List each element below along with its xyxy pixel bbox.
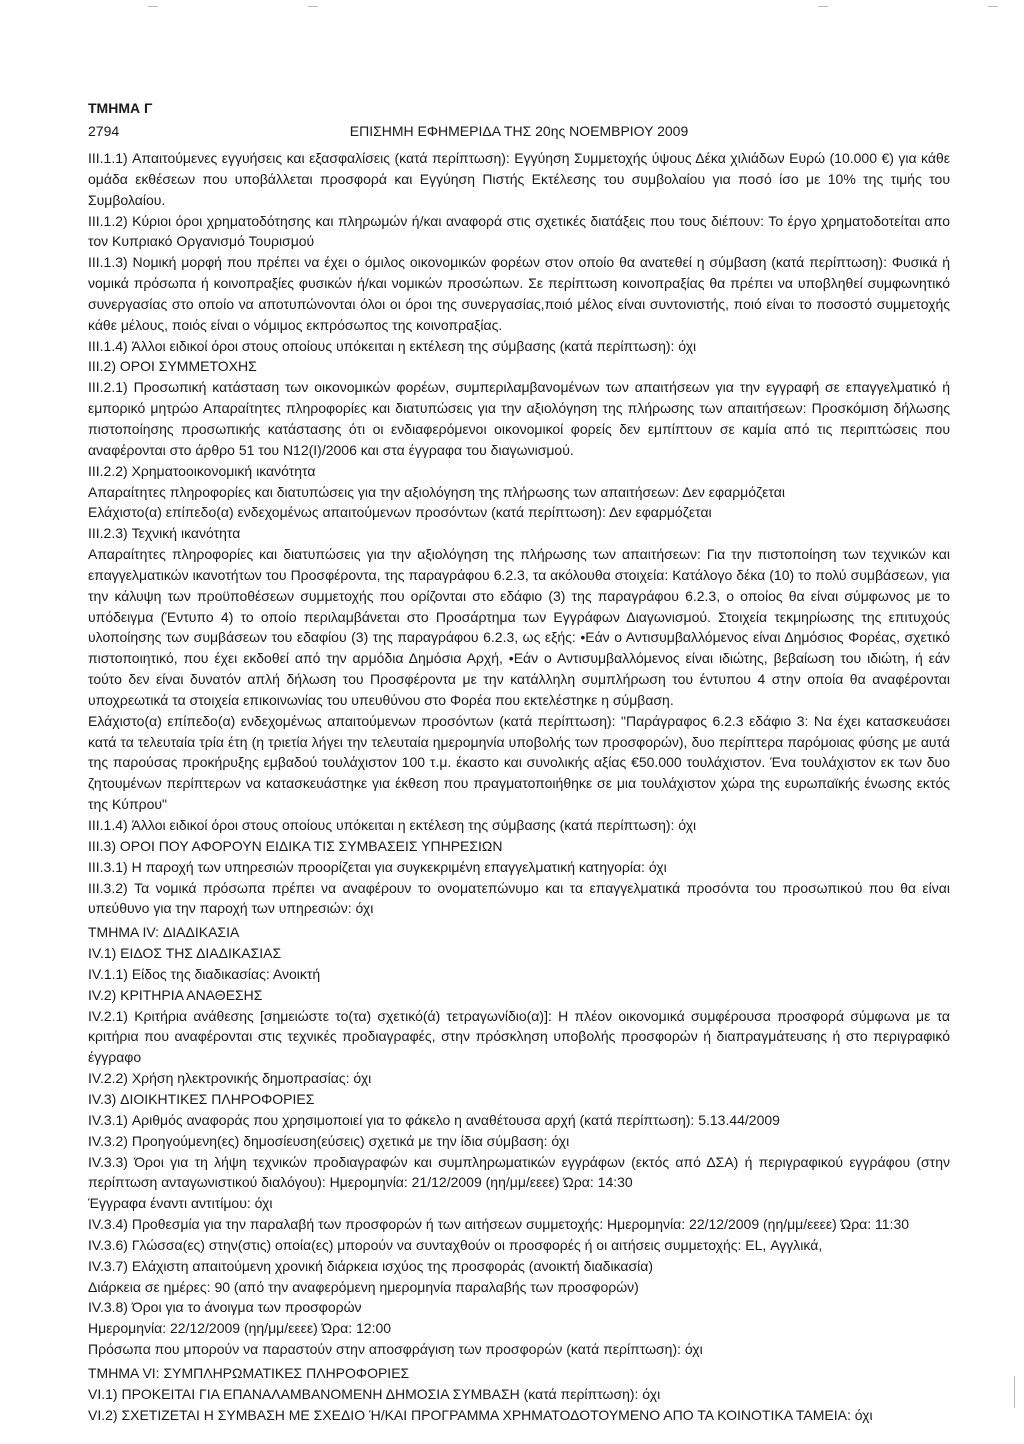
paragraph: III.2) ΟΡΟΙ ΣΥΜΜΕΤΟΧΗΣ	[88, 358, 257, 375]
page-number: 2794	[88, 123, 120, 139]
paragraph: VI.2) ΣΧΕΤΙΖΕΤΑΙ Η ΣΥΜΒΑΣΗ ΜΕ ΣΧΕΔΙΟ Ή/ΚΑΙ ΠΡΟΓΡΑΜΜΑ ΧΡΗΜΑΤΟΔΟΤΟΥΜΕΝΟ ΑΠΟ ΤΑ ΚΟΙΝΟΤΙΚΑ ΤΑΜΕΙΑ: όχι	[88, 1406, 873, 1423]
paragraph: Ελάχιστο(α) επίπεδο(α) ενδεχομένως απαιτούμενων προσόντων (κατά περίπτωση): Δεν εφαρμόζεται	[88, 504, 712, 521]
paragraph: IV.3.1) Αριθμός αναφοράς που χρησιμοποιεί για το φάκελο η αναθέτουσα αρχή (κατά περίπτωση): 5.13.44/2009	[88, 1111, 780, 1128]
paragraph: Ελάχιστο(α) επίπεδο(α) ενδεχομένως απαιτούμενων προσόντων (κατά περίπτωση): "Παράγραφος 6.2.3 εδάφιο 3: Να έχει κατασκευάσει κατά τα τελευταία τρία έτη (η τριετία λήγει την τελευταία ημερομηνία υποβολής των προσφορών), δυο περίπτερα παρόμοιας φύσης με αυτά της παρούσας προκήρυξης εμβαδού τουλάχιστον 100 τ.μ. έκαστο και συνολικής αξίας €50.000 τουλάχιστον. Ένα τουλάχιστον εκ των δυο ζητουμένων περίπτερων να κατασκευάστηκε για έκθεση που πραγματοποιήθηκε σε μια τουλάχιστον χώρα της ευρωπαϊκής ένωσης εκτός της Κύπρου"	[88, 712, 950, 813]
paragraph: III.1.4) Άλλοι ειδικοί όροι στους οποίους υπόκειται η εκτέλεση της σύμβασης (κατά περίπτωση): όχι	[88, 337, 697, 354]
scan-artifact-top-3	[818, 6, 828, 7]
paragraph: Διάρκεια σε ημέρες: 90 (από την αναφερόμενη ημερομηνία παραλαβής των προσφορών)	[88, 1278, 639, 1295]
paragraph: Απαραίτητες πληροφορίες και διατυπώσεις για την αξιολόγηση της πλήρωσης των απαιτήσεων: Δεν εφαρμόζεται	[88, 483, 785, 500]
paragraph: III.1.2) Κύριοι όροι χρηματοδότησης και πληρωμών ή/και αναφορά στις σχετικές διατάξεις που τους διέπουν: Το έργο χρηματοδοτείται απο τον Κυπριακό Οργανισμό Τουρισμού	[88, 212, 950, 250]
paragraph: IV.2.1) Κριτήρια ανάθεσης [σημειώστε το(τα) σχετικό(ά) τετραγωνίδιο(α)]: Η πλέον οικονομικά συμφέρουσα προσφορά σύμφωνα με τα κριτήρια που αναφέρονται στις τεχνικές προδιαγραφές, στην πρόσκληση υποβολής προσφορών ή διαπραγμάτευσης ή στο περιγραφικό έγγραφο	[88, 1007, 950, 1066]
scan-artifact-right	[1014, 1376, 1015, 1408]
paragraph: IV.3.2) Προηγούμενη(ες) δημοσίευση(εύσεις) σχετικά με την ίδια σύμβαση: όχι	[88, 1132, 570, 1149]
paragraph: IV.2.2) Χρήση ηλεκτρονικής δημοπρασίας: όχι	[88, 1070, 372, 1087]
paragraph: III.2.1) Προσωπική κατάσταση των οικονομικών φορέων, συμπεριλαμβανομένων των απαιτήσεων για την εγγραφή σε επαγγελματικό ή εμπορικό μητρώο Απαραίτητες πληροφορίες και διατυπώσεις για την αξιολόγηση της πλήρωσης των απαιτήσεων: Προσκόμιση δήλωσης πιστοποίησης προσωπικής κατάστασης ότι οι ενδιαφερόμενοι οικονομικοί φορείς δεν εμπίπτουν σε καμία από τις περιπτώσεις που αναφέρονται στο άρθρο 51 του Ν12(Ι)/2006 και στα έγγραφα του διαγωνισμού.	[88, 379, 950, 458]
paragraph: III.3.1) Η παροχή των υπηρεσιών προορίζεται για συγκεκριμένη επαγγελματική κατηγορία: όχι	[88, 858, 667, 875]
paragraph: IV.2) ΚΡΙΤΗΡΙΑ ΑΝΑΘΕΣΗΣ	[88, 986, 263, 1003]
paragraph: IV.3.4) Προθεσμία για την παραλαβή των προσφορών ή των αιτήσεων συμμετοχής: Ημερομηνία: 22/12/2009 (ηη/μμ/εεεε) Ώρα: 11:30	[88, 1216, 910, 1233]
section-label: ΤΜΗΜΑ Γ	[88, 100, 153, 116]
paragraph: IV.1) ΕΙΔΟΣ ΤΗΣ ΔΙΑΔΙΚΑΣΙΑΣ	[88, 945, 282, 962]
paragraph: IV.3.3) Όροι για τη λήψη τεχνικών προδιαγραφών και συμπληρωματικών εγγράφων (εκτός από ΔΣΑ) ή περιγραφικού εγγράφου (στην περίπτωση ανταγωνιστικού διαλόγου): Ημερομηνία: 21/12/2009 (ηη/μμ/εεεε) Ώρα: 14:30	[88, 1153, 950, 1191]
section-heading: ΤΜΗΜΑ VI: ΣΥΜΠΛΗΡΩΜΑΤΙΚΕΣ ΠΛΗΡΟΦΟΡΙΕΣ	[88, 1364, 410, 1381]
gazette-page	[88, 100, 950, 1430]
paragraph: IV.3.6) Γλώσσα(ες) στην(στις) οποία(ες) μπορούν να συνταχθούν οι προσφορές ή οι αιτήσεις συμμετοχής: EL, Αγγλικά,	[88, 1236, 823, 1253]
paragraph: Έγγραφα έναντι αντιτίμου: όχι	[88, 1195, 273, 1212]
scan-artifact-top-2	[308, 6, 318, 7]
paragraph: Πρόσωπα που μπορούν να παραστούν στην αποσφράγιση των προσφορών (κατά περίπτωση): όχι	[88, 1341, 703, 1358]
paragraph: IV.3) ΔΙΟΙΚΗΤΙΚΕΣ ΠΛΗΡΟΦΟΡΙΕΣ	[88, 1090, 315, 1107]
paragraph: III.3) ΟΡΟΙ ΠΟΥ ΑΦΟΡΟΥΝ ΕΙΔΙΚΑ ΤΙΣ ΣΥΜΒΑΣΕΙΣ ΥΠΗΡΕΣΙΩΝ	[88, 837, 503, 854]
paragraph: III.2.2) Χρηματοοικονομική ικανότητα	[88, 462, 316, 479]
paragraph: IV.1.1) Είδος της διαδικασίας: Ανοικτή	[88, 965, 321, 982]
section-heading: ΤΜΗΜΑ IV: ΔΙΑΔΙΚΑΣΙΑ	[88, 924, 240, 941]
paragraph: VI.1) ΠΡΟΚΕΙΤΑΙ ΓΙΑ ΕΠΑΝΑΛΑΜΒΑΝΟΜΕΝΗ ΔΗΜΟΣΙΑ ΣΥΜΒΑΣΗ (κατά περίπτωση): όχι	[88, 1385, 661, 1402]
scan-artifact-top-4	[988, 6, 998, 7]
paragraph: III.1.1) Απαιτούμενες εγγυήσεις και εξασφαλίσεις (κατά περίπτωση): Εγγύηση Συμμετοχής ύψους Δέκα χιλιάδων Ευρώ (10.000 €) για κάθε ομάδα εκθέσεων που υποβάλλεται προσφορά και Εγγύηση Πιστής Εκτέλεσης του συμβολαίου για ποσό ίσο με 10% της τιμής του Συμβολαίου.	[88, 150, 950, 208]
page-header	[88, 118, 950, 144]
paragraph: Ημερομηνία: 22/12/2009 (ηη/μμ/εεεε) Ώρα: 12:00	[88, 1320, 392, 1337]
document-body	[88, 148, 950, 1425]
issue-title: ΕΠΙΣΗΜΗ ΕΦΗΜΕΡΙΔΑ ΤΗΣ 20ης ΝΟΕΜΒΡΙΟΥ 2009	[349, 123, 689, 139]
paragraph: III.1.4) Άλλοι ειδικοί όροι στους οποίους υπόκειται η εκτέλεση της σύμβασης (κατά περίπτωση): όχι	[88, 817, 697, 833]
paragraph: IV.3.7) Ελάχιστη απαιτούμενη χρονική διάρκεια ισχύος της προσφοράς (ανοικτή διαδικασία)	[88, 1257, 653, 1274]
paragraph: III.1.3) Νομική μορφή που πρέπει να έχει ο όμιλος οικονομικών φορέων στον οποίο θα ανατεθεί η σύμβαση (κατά περίπτωση): Φυσικά ή νομικά πρόσωπα ή κοινοπραξίες φυσικών ή/και νομικών προσώπων. Σε περίπτωση κοινοπραξίας θα πρέπει να υποβληθεί συμφωνητικό συνεργασίας στο οποίο να αποτυπώνονται όλοι οι όροι της συνεργασίας,ποιό μέλος είναι συντονιστής, ποιό είναι το ποσοστό συμμετοχής κάθε μέλους, ποιός είναι ο νόμιμος εκπρόσωπος της κοινοπραξίας.	[88, 254, 950, 333]
paragraph: IV.3.8) Όροι για το άνοιγμα των προσφορών	[88, 1299, 362, 1316]
paragraph: Απαραίτητες πληροφορίες και διατυπώσεις για την αξιολόγηση της πλήρωσης των απαιτήσεων: Για την πιστοποίηση των τεχνικών και επαγγελματικών ικανοτήτων του Προσφέροντα, της παραγράφου 6.2.3, τα ακόλουθα στοιχεία: Κατάλογο δέκα (10) το πολύ συμβάσεων, για την κάλυψη των προϋποθέσεων συμμετοχής που ορίζονται στο εδάφιο (3) της παραγράφου 6.2.3, ο οποίος θα είναι σύμφωνος με το υπόδειγμα (Έντυπο 4) το οποίο περιλαμβάνεται στο Προσάρτημα των Εγγράφων Διαγωνισμού. Στοιχεία τεκμηρίωσης της επιτυχούς υλοποίησης των συμβάσεων του εδαφίου (3) της παραγράφου 6.2.3, ως εξής: •Εάν ο Αντισυμβαλλόμενος είναι Δημόσιος Φορέας, σχετικό πιστοποιητικό, που έχει εκδοθεί από την αρμόδια Δημόσια Αρχή, •Εάν ο Αντισυμβαλλόμενος είναι ιδιώτης, βεβαίωση του ιδιώτη, ή εάν τούτο δεν είναι δυνατόν απλή δήλωση του Προσφέροντα με την κατάλληλη συμπλήρωση του έντυπου 4 στην οποία θα αναφέρονται υποχρεωτικά τα στοιχεία επικοινωνίας του υπευθύνου στο Φορέα που εκτελέστηκε η σύμβαση.	[88, 546, 950, 708]
paragraph: III.2.3) Τεχνική ικανότητα	[88, 525, 241, 542]
scan-artifact-top-1	[148, 6, 158, 7]
paragraph: III.3.2) Τα νομικά πρόσωπα πρέπει να αναφέρουν το ονοματεπώνυμο και τα επαγγελματικά προσόντα του προσωπικού που θα είναι υπεύθυνο για την παροχή των υπηρεσιών: όχι	[88, 879, 950, 917]
